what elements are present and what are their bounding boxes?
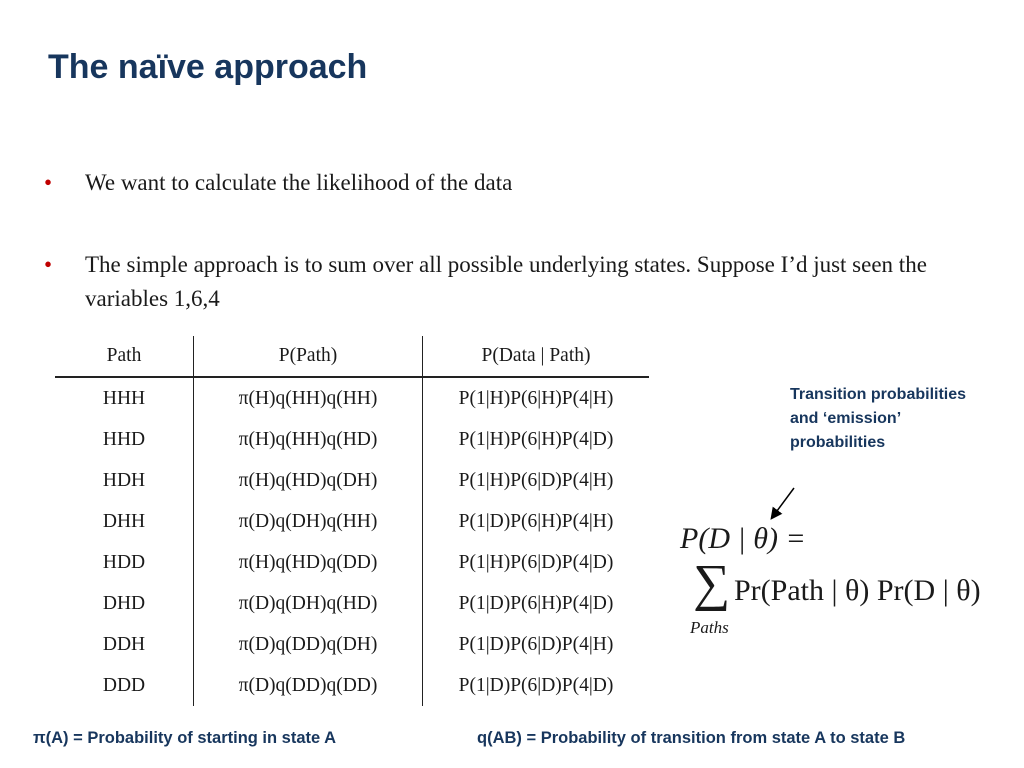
- annotation-arrow-icon: [760, 485, 800, 525]
- cell-path: DDD: [102, 674, 146, 696]
- table-row: [55, 377, 649, 419]
- cell-path: DHH: [102, 510, 146, 532]
- table-row: [55, 501, 649, 542]
- cell-path: HDD: [102, 551, 146, 573]
- cell-p-data: P(1|D)P(6|H)P(4|H): [423, 501, 650, 542]
- path-probability-table: [55, 336, 649, 706]
- footnote-q: q(AB) = Probability of transition from state A to state B: [477, 729, 906, 747]
- sum-term: Pr(Path | θ) Pr(D | θ): [734, 574, 981, 607]
- cell-p-path: π(H)q(HD)q(DH): [194, 460, 423, 501]
- table-row: [55, 665, 649, 706]
- cell-p-path: π(D)q(DH)q(HH): [194, 501, 423, 542]
- table-header-row: [55, 336, 649, 377]
- cell-p-data: P(1|D)P(6|H)P(4|D): [423, 583, 650, 624]
- bullet-item: [44, 248, 955, 316]
- table-row: [55, 542, 649, 583]
- cell-p-path: π(H)q(HD)q(DD): [194, 542, 423, 583]
- table-row: [55, 460, 649, 501]
- sigma-icon: ∑: [693, 555, 731, 612]
- footnote-pi: π(A) = Probability of starting in state A: [33, 729, 337, 747]
- cell-p-data: P(1|H)P(6|D)P(4|H): [423, 460, 650, 501]
- cell-p-path: π(H)q(HH)q(HD): [194, 419, 423, 460]
- cell-path: DHD: [102, 592, 146, 614]
- slide-title: The naïve approach: [48, 48, 368, 86]
- cell-path: HHD: [102, 428, 146, 450]
- cell-p-path: π(D)q(DD)q(DD): [194, 665, 423, 706]
- column-header-p-data: P(Data | Path): [423, 336, 650, 377]
- table-row: [55, 419, 649, 460]
- cell-p-path: π(D)q(DH)q(HD): [194, 583, 423, 624]
- cell-p-data: P(1|D)P(6|D)P(4|D): [423, 665, 650, 706]
- annotation-note: Transition probabilities and ‘emission’ probabilities: [790, 386, 967, 451]
- cell-p-data: P(1|H)P(6|H)P(4|D): [423, 419, 650, 460]
- bullet-marker: •: [44, 252, 53, 277]
- cell-path: HDH: [102, 469, 146, 491]
- cell-p-data: P(1|H)P(6|D)P(4|D): [423, 542, 650, 583]
- sum-index: Paths: [690, 618, 729, 637]
- cell-p-path: π(D)q(DD)q(DH): [194, 624, 423, 665]
- table-row: [55, 624, 649, 665]
- cell-path: HHH: [102, 387, 146, 409]
- column-header-p-path: P(Path): [194, 336, 423, 377]
- cell-p-data: P(1|H)P(6|H)P(4|H): [423, 377, 650, 419]
- equation-lhs: P(D | θ) =: [680, 522, 806, 555]
- bullet-item: [44, 166, 955, 200]
- column-header-path: Path: [55, 336, 194, 377]
- cell-path: DDH: [102, 633, 146, 655]
- bullet-text: The simple approach is to sum over all possible underlying states. Suppose I’d just seen the variables 1,6,4: [85, 252, 927, 311]
- bullet-marker: •: [44, 170, 53, 195]
- cell-p-data: P(1|D)P(6|D)P(4|H): [423, 624, 650, 665]
- cell-p-path: π(H)q(HH)q(HH): [194, 377, 423, 419]
- bullet-text: We want to calculate the likelihood of the data: [85, 170, 513, 195]
- table-row: [55, 583, 649, 624]
